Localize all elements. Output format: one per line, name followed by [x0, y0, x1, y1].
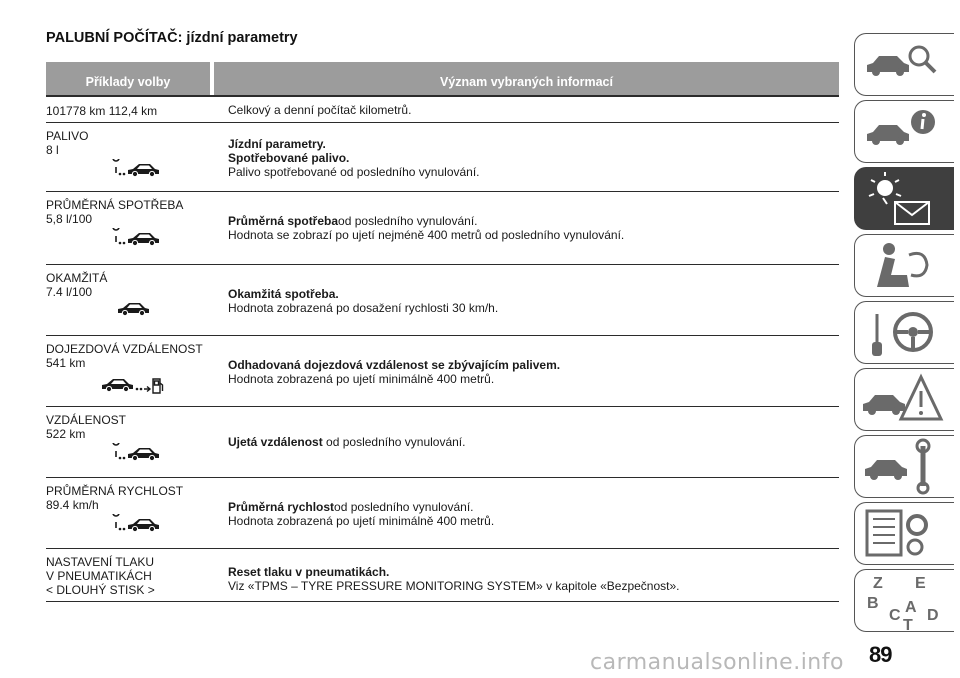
meaning-bold: Průměrná rychlost: [228, 500, 335, 514]
selection-example: [46, 192, 228, 264]
meaning-text: od posledního vynulování.: [334, 500, 474, 514]
header-examples: Příklady volby: [46, 62, 210, 95]
meaning-bold: Reset tlaku v pneumatikách.: [228, 565, 390, 579]
example-line: 8 l: [46, 143, 59, 157]
page-title: PALUBNÍ POČÍTAČ: jízdní parametry: [46, 30, 298, 46]
table-row: [46, 265, 839, 336]
car-service-wrench-icon: [855, 436, 955, 499]
example-line: PRŮMĚRNÁ SPOTŘEBA: [46, 198, 184, 212]
page-number: 89: [869, 642, 892, 667]
meaning-line: [228, 228, 839, 242]
example-line: PRŮMĚRNÁ RYCHLOST: [46, 484, 184, 498]
table-row: [46, 336, 839, 407]
meaning-line: [228, 579, 839, 593]
information-meaning: [228, 549, 839, 601]
alphabet-letter: Z: [873, 575, 883, 592]
watermark: carmanualsonline.info: [590, 650, 844, 675]
trip-car-icon: [110, 159, 162, 181]
steering-key-icon: [855, 302, 955, 365]
meaning-text: Hodnota zobrazená po ujetí minimálně 400 metrů.: [228, 372, 495, 386]
meaning-line: [228, 103, 839, 117]
alphabet-letter: A: [905, 599, 917, 616]
chapter-tab[interactable]: [854, 569, 954, 632]
information-meaning: [228, 336, 839, 406]
header-rule: [46, 95, 839, 97]
example-line: 101778 km 112,4 km: [46, 104, 158, 118]
selection-example: [46, 336, 228, 406]
settings-list-icon: [855, 503, 955, 566]
meaning-line: [228, 137, 839, 151]
meaning-text: Hodnota zobrazená po dosažení rychlosti 30 km/h.: [228, 301, 499, 315]
trip-car-icon: [110, 228, 162, 250]
chapter-tab[interactable]: [854, 301, 954, 364]
info-table: [46, 62, 839, 602]
meaning-line: [228, 151, 839, 165]
meaning-text: Hodnota se zobrazí po ujetí nejméně 400 metrů od posledního vynulování.: [228, 228, 625, 242]
selection-example: [46, 265, 228, 335]
meaning-bold: Průměrná spotřeba: [228, 214, 339, 228]
alphabet-letter: T: [903, 617, 913, 633]
example-line: DOJEZDOVÁ VZDÁLENOST: [46, 342, 203, 356]
trip-car-icon: [110, 443, 162, 465]
table-body: [46, 98, 839, 602]
chapter-tab[interactable]: [854, 234, 954, 297]
meaning-line: [228, 214, 839, 228]
example-line: 522 km: [46, 427, 86, 441]
selection-example: [46, 549, 228, 601]
information-meaning: [228, 192, 839, 264]
information-meaning: [228, 407, 839, 477]
table-header: [46, 62, 839, 95]
car-road-warning-icon: [855, 369, 955, 432]
car-icon: [116, 300, 152, 318]
meaning-line: [228, 165, 839, 179]
car-range-fuel-icon: [100, 374, 166, 396]
information-meaning: [228, 478, 839, 548]
table-row: [46, 123, 839, 192]
example-line: 89.4 km/h: [46, 498, 99, 512]
selection-example: [46, 123, 228, 191]
meaning-text: od posledního vynulování.: [322, 435, 466, 449]
table-row: [46, 407, 839, 478]
information-meaning: [228, 265, 839, 335]
meaning-line: [228, 500, 839, 514]
example-line: 7.4 l/100: [46, 285, 93, 299]
meaning-line: [228, 514, 839, 528]
header-meaning: Význam vybraných informací: [214, 62, 839, 95]
table-row: [46, 478, 839, 549]
chapter-tab[interactable]: [854, 502, 954, 565]
example-line: PALIVO: [46, 129, 89, 143]
meaning-text: od posledního vynulování.: [338, 214, 478, 228]
meaning-bold: Ujetá vzdálenost: [228, 435, 323, 449]
chapter-tab[interactable]: [854, 100, 954, 163]
example-line: OKAMŽITÁ: [46, 271, 108, 285]
chapter-tab[interactable]: [854, 435, 954, 498]
chapter-tab[interactable]: [854, 368, 954, 431]
meaning-bold: Spotřebované palivo.: [228, 151, 350, 165]
example-line: < DLOUHÝ STISK >: [46, 583, 155, 597]
meaning-bold: Jízdní parametry.: [228, 137, 326, 151]
example-line: 541 km: [46, 356, 86, 370]
table-row: [46, 192, 839, 265]
car-search-icon: [855, 34, 955, 97]
meaning-text: Celkový a denní počítač kilometrů.: [228, 103, 412, 117]
example-line: 5,8 l/100: [46, 212, 93, 226]
meaning-line: [228, 287, 839, 301]
meaning-bold: Odhadovaná dojezdová vzdálenost se zbývajícím palivem.: [228, 358, 561, 372]
meaning-bold: Okamžitá spotřeba.: [228, 287, 339, 301]
alphabet-index-icon: [855, 570, 955, 633]
car-info-icon: [855, 101, 955, 164]
chapter-tab[interactable]: [854, 167, 954, 230]
warning-light-message-icon: [855, 168, 955, 231]
table-row: [46, 98, 839, 123]
example-line: V PNEUMATIKÁCH: [46, 569, 152, 583]
meaning-line: [228, 435, 839, 449]
meaning-line: [228, 372, 839, 386]
chapter-tab[interactable]: [854, 33, 954, 96]
alphabet-letter: B: [867, 595, 879, 612]
selection-example: [46, 407, 228, 477]
seat-airbag-icon: [855, 235, 955, 298]
trip-car-icon: [110, 514, 162, 536]
table-row: [46, 549, 839, 602]
meaning-line: [228, 565, 839, 579]
alphabet-letter: C: [889, 607, 901, 624]
selection-example: [46, 98, 228, 122]
meaning-text: Viz «TPMS – TYRE PRESSURE MONITORING SYSTEM» v kapitole «Bezpečnost».: [228, 579, 680, 593]
meaning-text: Palivo spotřebované od posledního vynulování.: [228, 165, 480, 179]
information-meaning: [228, 98, 839, 122]
alphabet-letter: E: [915, 575, 926, 592]
alphabet-letter: D: [927, 607, 939, 624]
meaning-line: [228, 358, 839, 372]
selection-example: [46, 478, 228, 548]
information-meaning: [228, 123, 839, 191]
meaning-line: [228, 301, 839, 315]
example-line: VZDÁLENOST: [46, 413, 127, 427]
example-line: NASTAVENÍ TLAKU: [46, 555, 155, 569]
meaning-text: Hodnota zobrazená po ujetí minimálně 400 metrů.: [228, 514, 495, 528]
